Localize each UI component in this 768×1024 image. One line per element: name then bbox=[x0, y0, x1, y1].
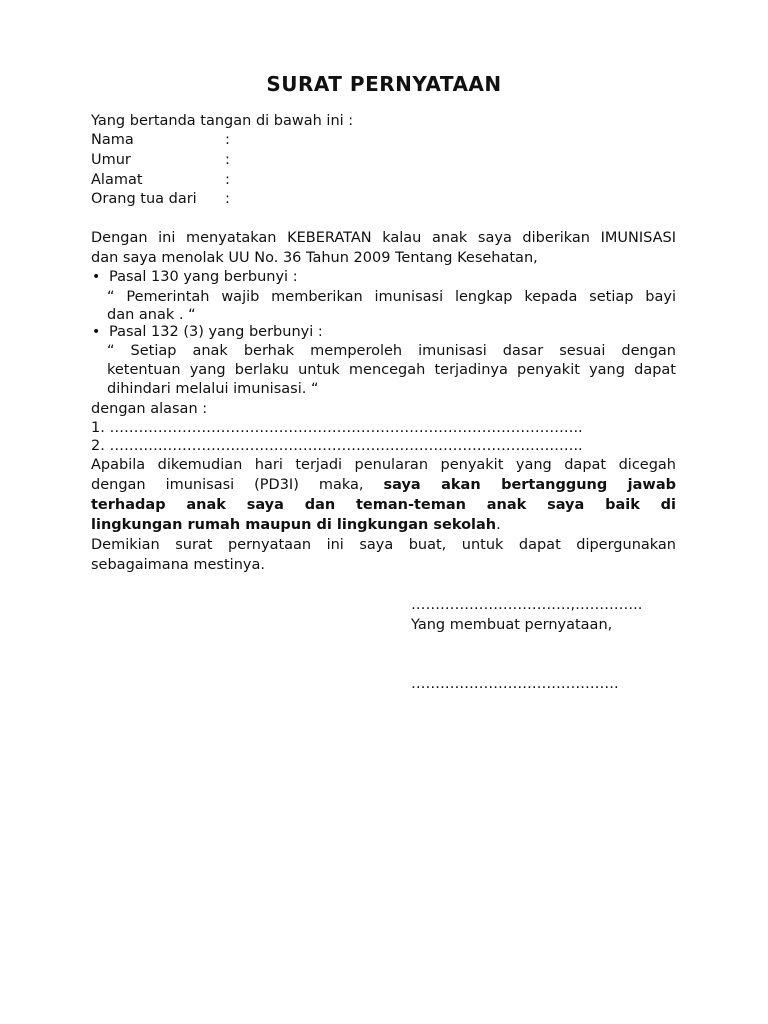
field-address-label: Alamat bbox=[91, 172, 143, 188]
consequence-bold-text: saya akan bertanggung jawab bbox=[383, 477, 676, 493]
pasal-130-quote-line-2: dan anak . “ bbox=[107, 307, 196, 323]
closing-line-1: Demikian surat pernyataan ini saya buat, untuk dapat dipergunakan bbox=[91, 537, 676, 553]
field-name-colon: : bbox=[225, 132, 230, 148]
pasal-130-heading: Pasal 130 yang berbunyi : bbox=[109, 269, 298, 285]
statement-line-1: Dengan ini menyatakan KEBERATAN kalau anak saya diberikan IMUNISASI bbox=[91, 230, 676, 246]
bullet-icon: • bbox=[92, 324, 101, 340]
document-title: SURAT PERNYATAAN bbox=[266, 72, 502, 96]
reason-item-1: 1. …………………………………………………………………………………….. bbox=[91, 420, 583, 436]
field-age-label: Umur bbox=[91, 152, 131, 168]
closing-line-2: sebagaimana mestinya. bbox=[91, 557, 265, 573]
field-address-colon: : bbox=[225, 172, 230, 188]
field-age-colon: : bbox=[225, 152, 230, 168]
consequence-plain-text: dengan imunisasi (PD3I) maka, bbox=[91, 477, 384, 493]
consequence-line-4 bbox=[91, 516, 501, 535]
pasal-132-quote-line-3: dihindari melalui imunisasi. “ bbox=[107, 381, 319, 397]
reasons-heading: dengan alasan : bbox=[91, 401, 208, 417]
field-parent-of-label: Orang tua dari bbox=[91, 191, 197, 207]
field-name-label: Nama bbox=[91, 132, 134, 148]
consequence-bold-end: lingkungan rumah maupun di lingkungan sekolah bbox=[91, 517, 497, 533]
consequence-line-3: terhadap anak saya dan teman-teman anak saya baik di bbox=[91, 497, 676, 513]
pasal-132-heading: Pasal 132 (3) yang berbunyi : bbox=[109, 324, 323, 340]
field-parent-of-colon: : bbox=[225, 191, 230, 207]
statement-line-2: dan saya menolak UU No. 36 Tahun 2009 Tentang Kesehatan, bbox=[91, 250, 538, 266]
pasal-132-quote-line-1: “ Setiap anak berhak memperoleh imunisasi dasar sesuai dengan bbox=[107, 343, 676, 359]
consequence-period: . bbox=[496, 517, 501, 533]
reason-item-2: 2. …………………………………………………………………………………….. bbox=[91, 438, 583, 454]
signature-place-date: ……………………………,………….. bbox=[411, 597, 643, 613]
pasal-130-quote-line-1: “ Pemerintah wajib memberikan imunisasi lengkap kepada setiap bayi bbox=[107, 289, 676, 305]
pasal-132-quote-line-2: ketentuan yang berlaku untuk mencegah terjadinya penyakit yang dapat bbox=[107, 362, 676, 378]
intro-text: Yang bertanda tangan di bawah ini : bbox=[91, 113, 354, 129]
bullet-icon: • bbox=[92, 269, 101, 285]
signature-label: Yang membuat pernyataan, bbox=[411, 617, 613, 633]
consequence-line-1: Apabila dikemudian hari terjadi penularan penyakit yang dapat dicegah bbox=[91, 457, 676, 473]
consequence-line-2 bbox=[91, 476, 676, 495]
signature-name-line: ……………………………………. bbox=[411, 676, 619, 692]
